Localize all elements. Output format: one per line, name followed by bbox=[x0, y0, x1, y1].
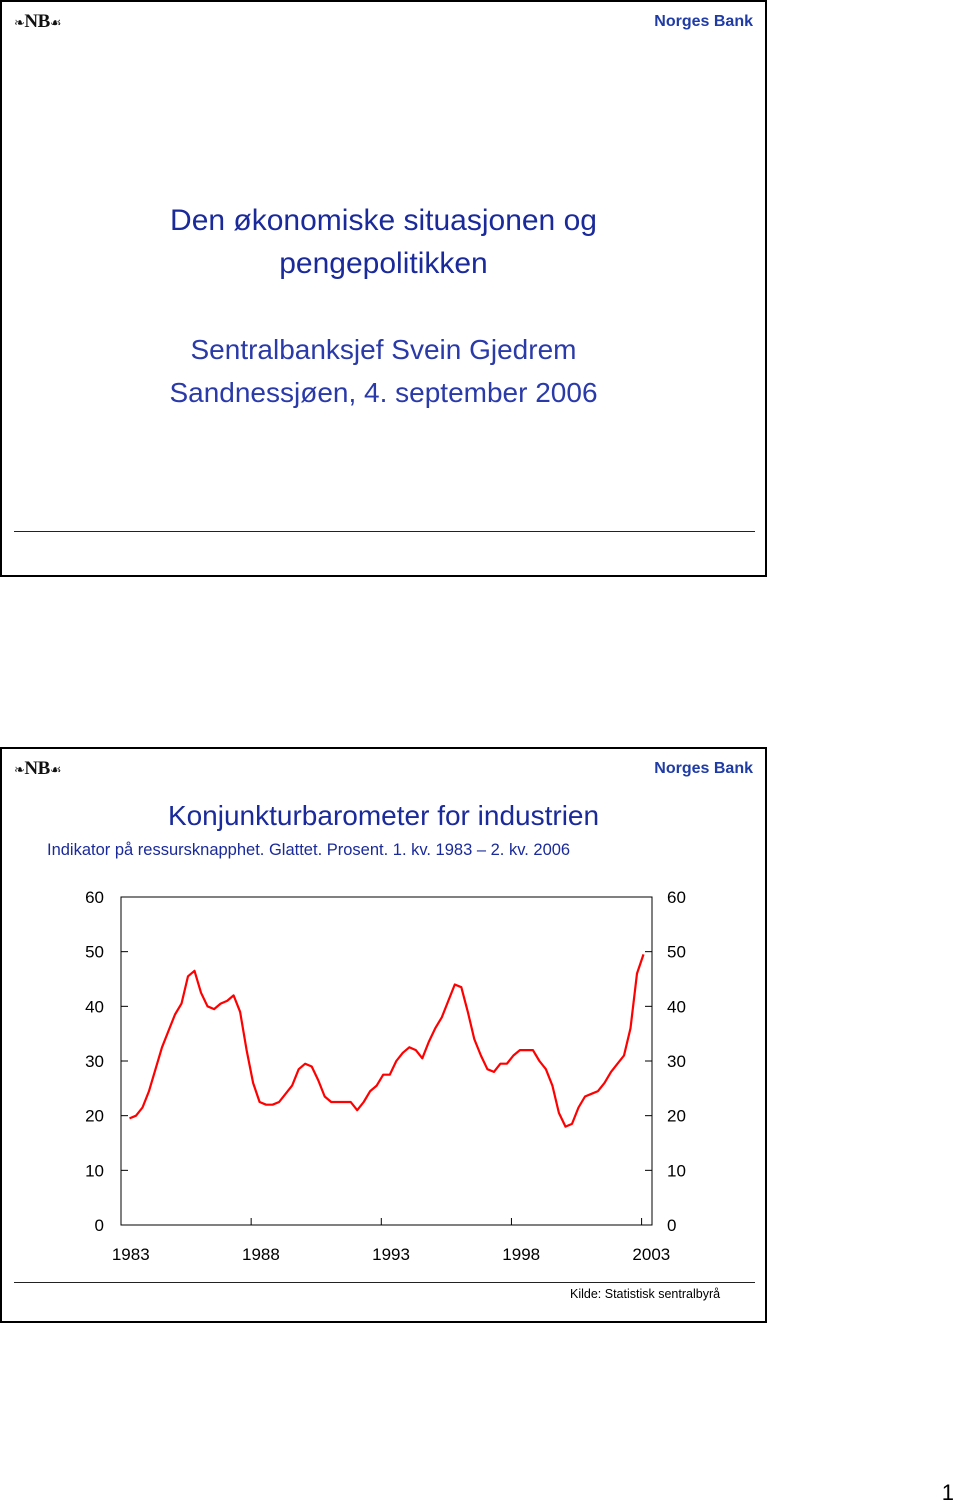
y-tick-label-left: 40 bbox=[85, 997, 104, 1017]
logo-ornament-right-icon: ☙ bbox=[49, 15, 61, 30]
series-line bbox=[130, 954, 644, 1126]
y-tick-label-left: 60 bbox=[85, 888, 104, 907]
y-tick-label-right: 30 bbox=[667, 1052, 686, 1071]
x-tick-label: 1983 bbox=[111, 1245, 150, 1264]
bank-name: Norges Bank bbox=[654, 13, 753, 30]
logo-ornament-right-icon: ☙ bbox=[49, 762, 61, 777]
y-tick-label-left: 20 bbox=[85, 1106, 104, 1126]
plot-frame bbox=[121, 897, 652, 1225]
title-slide bbox=[0, 0, 767, 577]
x-tick-label: 2003 bbox=[632, 1245, 671, 1264]
y-tick-label-right: 40 bbox=[667, 997, 686, 1017]
y-tick-label-left: 30 bbox=[85, 1052, 104, 1071]
y-tick-label-right: 20 bbox=[667, 1106, 686, 1126]
presentation-title-line1: Den økonomiske situasjonen og bbox=[170, 204, 597, 237]
presentation-title-line2: pengepolitikken bbox=[279, 247, 488, 280]
y-tick-label-left: 10 bbox=[85, 1161, 104, 1181]
y-tick-label-right: 0 bbox=[667, 1216, 677, 1235]
page-number: 1 bbox=[941, 1480, 954, 1505]
norges-bank-logo bbox=[14, 11, 61, 33]
speaker-name: Sentralbanksjef Svein Gjedrem bbox=[190, 334, 577, 365]
logo-text: NB bbox=[24, 11, 50, 32]
y-tick-label-right: 10 bbox=[667, 1161, 686, 1181]
footer-divider bbox=[14, 531, 755, 532]
chart-subtitle: Indikator på ressursknapphet. Glattet. Prosent. 1. kv. 1983 – 2. kv. 2006 bbox=[47, 841, 571, 859]
line-chart bbox=[2, 869, 765, 1289]
logo-text: NB bbox=[24, 758, 50, 779]
y-tick-label-left: 0 bbox=[94, 1216, 104, 1235]
footer-divider bbox=[14, 1282, 755, 1283]
x-tick-label: 1993 bbox=[372, 1245, 410, 1264]
bank-name: Norges Bank bbox=[654, 760, 753, 777]
x-tick-label: 1998 bbox=[502, 1245, 541, 1264]
chart-title: Konjunkturbarometer for industrien bbox=[167, 800, 600, 831]
logo-ornament-left-icon: ❧ bbox=[14, 15, 25, 30]
y-tick-label-right: 50 bbox=[667, 942, 686, 962]
place-and-date: Sandnessjøen, 4. september 2006 bbox=[169, 377, 598, 408]
x-tick-label: 1988 bbox=[241, 1245, 280, 1264]
y-tick-label-left: 50 bbox=[85, 942, 104, 962]
source-note: Kilde: Statistisk sentralbyrå bbox=[570, 1287, 721, 1301]
norges-bank-logo bbox=[14, 758, 61, 780]
chart-slide bbox=[0, 747, 767, 1323]
y-tick-label-right: 60 bbox=[667, 888, 686, 907]
logo-ornament-left-icon: ❧ bbox=[14, 762, 25, 777]
